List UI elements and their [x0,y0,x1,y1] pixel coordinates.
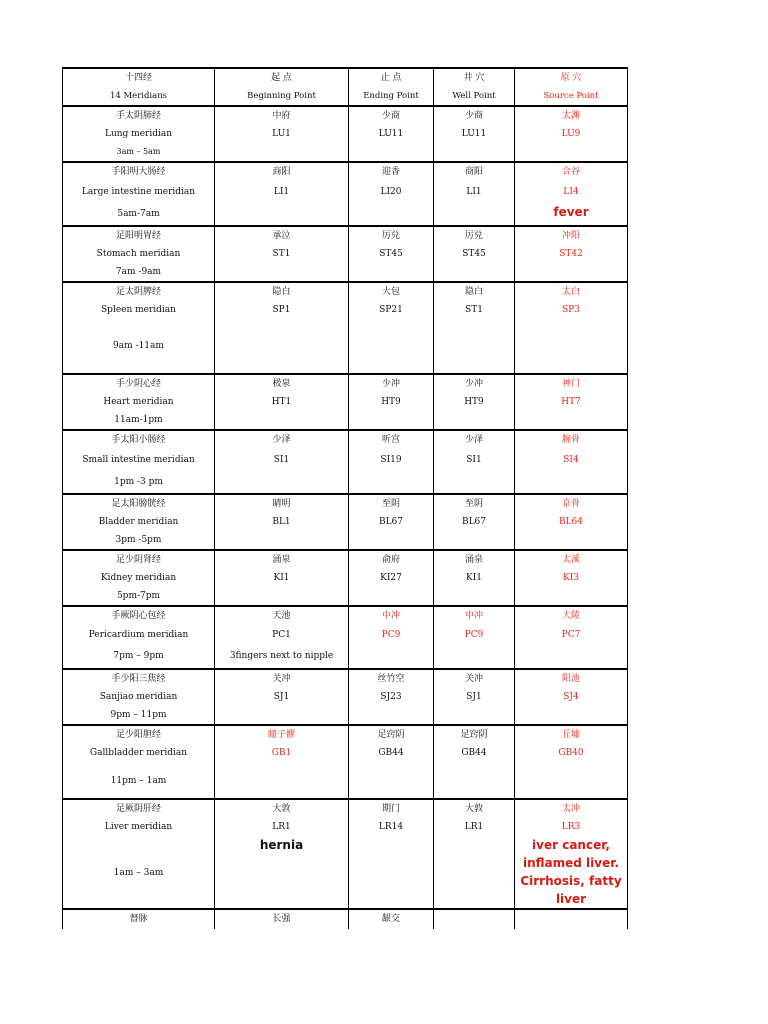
ending-point-cell [349,162,434,226]
cell-text: 手少阳三焦经 [111,674,166,684]
cell-text: 京骨 [561,499,580,509]
cell-text: 十四经 [124,73,152,83]
cell-text: 关冲 [272,674,291,684]
cell-text: LI1 [466,187,482,197]
beginning-point-cell [215,282,349,374]
cell-text: 手太阴肺经 [115,111,161,121]
cell-text: 7am -9am [115,267,162,277]
cell-text: 7pm – 9pm [113,651,164,661]
cell-text: Lung meridian [104,129,173,139]
cell-text: 11am-1pm [114,415,163,425]
cell-text: HT9 [464,397,484,407]
meridian-cell [63,374,215,430]
beginning-point-cell [215,669,349,725]
cell-text: SI1 [466,455,482,465]
cell-text: Stomach meridian [96,249,181,259]
cell-text: 天池 [272,611,291,621]
cell-text: 足厥阴肝经 [115,804,161,814]
cell-text: 1pm -3 pm [114,477,163,487]
cell-text: BL67 [378,517,404,527]
table-row [63,669,628,725]
source-point-cell [515,374,628,430]
cell-text: Spleen meridian [101,305,176,315]
well-point-cell [434,106,515,162]
cell-text: GB44 [378,748,404,758]
source-note: iver cancer, inflamed liver. Cirrhosis, fatty liver [520,838,622,906]
meridian-cell [63,494,215,550]
cell-text: Heart meridian [103,397,174,407]
source-point-cell [515,606,628,669]
beginning-point-cell [215,374,349,430]
meridian-cell [63,430,215,494]
table-row [63,162,628,226]
meridian-cell [63,226,215,282]
cell-text: LU1 [272,129,291,139]
source-point-cell [515,226,628,282]
cell-text: 厉兑 [381,231,400,241]
ending-point-cell [349,550,434,606]
ending-point-cell [349,799,434,909]
cell-text: 足少阳胆经 [115,730,161,740]
cell-text: Pericardium meridian [88,630,189,640]
cell-text: 龈交 [381,914,400,924]
cell-text: 少商 [464,111,483,121]
cell-text: ST1 [465,305,483,315]
cell-text: LR1 [272,822,291,832]
cell-text: 5am-7am [117,209,160,219]
beginning-point-note: 3fingers next to nipple [229,651,334,661]
cell-text: 3pm -5pm [115,535,162,545]
cell-text: 足阳明胃经 [115,231,161,241]
beginning-point-cell [215,162,349,226]
source-point-cell [515,430,628,494]
ending-point-cell [349,226,434,282]
source-point-cell [515,106,628,162]
cell-text: PC1 [272,630,291,640]
cell-text: PC7 [561,630,581,640]
cell-text: 14 Meridians [109,91,168,101]
header-source-point [515,68,628,106]
meridian-cell [63,799,215,909]
cell-text: 丝竹空 [377,674,405,684]
cell-text: 太溪 [561,555,580,565]
well-point-cell [434,430,515,494]
cell-text: 太白 [561,287,580,297]
cell-text: 足少阴肾经 [115,555,161,565]
beginning-point-cell [215,430,349,494]
well-point-cell [434,799,515,909]
meridian-cell [63,282,215,374]
cell-text: 足太阴脾经 [115,287,161,297]
table-row [63,606,628,669]
cell-text: SJ1 [273,692,290,702]
cell-text: Bladder meridian [98,517,179,527]
cell-text: LR3 [561,822,581,832]
cell-text: GB44 [461,748,487,758]
cell-text: 阳池 [561,674,580,684]
cell-text: HT9 [381,397,401,407]
meridian-cell [63,106,215,162]
source-point-cell [515,494,628,550]
cell-text: Large intestine meridian [81,187,196,197]
cell-text: ST45 [462,249,486,259]
ending-point-cell [349,430,434,494]
meridian-cell [63,909,215,929]
beginning-point-cell [215,799,349,909]
header-beginning-point [215,68,349,106]
cell-text: Ending Point [363,91,419,101]
table-row [63,282,628,374]
cell-text: SI19 [380,455,402,465]
well-point-cell [434,725,515,799]
cell-text: ST42 [559,249,583,259]
meridian-table [62,67,628,929]
cell-text: SP21 [379,305,403,315]
cell-text: 手厥阴心包经 [111,611,166,621]
cell-text: 大敦 [272,804,291,814]
cell-text: 3am – 5am [116,147,161,156]
cell-text: Well Point [452,91,496,101]
cell-text: 关冲 [464,674,483,684]
cell-text: 至阴 [381,499,400,509]
cell-text: SJ4 [563,692,579,702]
table-row [63,106,628,162]
source-point-cell [515,162,628,226]
cell-text: GB40 [558,748,584,758]
cell-text: 井 穴 [463,73,485,83]
cell-text: 商阳 [464,167,483,177]
cell-text: 神门 [561,379,580,389]
cell-text: 大敦 [464,804,483,814]
cell-text: 极泉 [272,379,291,389]
meridian-cell [63,162,215,226]
source-point-cell [515,909,628,929]
cell-text: BL1 [272,517,291,527]
cell-text: SP3 [562,305,580,315]
cell-text: 大包 [381,287,400,297]
cell-text: KI1 [465,573,482,583]
table-row [63,725,628,799]
cell-text: 长强 [272,914,291,924]
cell-text: BL67 [461,517,487,527]
well-point-cell [434,162,515,226]
cell-text: 少商 [381,111,400,121]
cell-text: 5pm-7pm [116,591,161,601]
cell-text: LI20 [380,187,402,197]
cell-text: 冲阳 [561,231,580,241]
cell-text: 少冲 [464,379,483,389]
cell-text: 隐白 [272,287,291,297]
beginning-point-cell [215,725,349,799]
cell-text: LI1 [273,187,290,197]
cell-text: 少泽 [464,435,483,445]
beginning-point-cell [215,550,349,606]
meridian-cell [63,606,215,669]
well-point-cell [434,494,515,550]
cell-text: 原 穴 [560,73,582,83]
well-point-cell [434,909,515,929]
cell-text: GB1 [271,748,292,758]
source-note: fever [553,205,589,219]
cell-text: 足太阳膀胱经 [111,499,166,509]
cell-text: 手太阳小肠经 [111,435,166,445]
source-point-cell [515,669,628,725]
cell-text: SJ1 [466,692,482,702]
cell-text: 隐白 [464,287,483,297]
cell-text: 睛明 [272,499,291,509]
cell-text: 涌泉 [272,555,291,565]
cell-text: SI4 [563,455,579,465]
cell-text: Sanjiao meridian [99,692,178,702]
beginning-point-cell [215,909,349,929]
table-row [63,494,628,550]
cell-text: 迎香 [381,167,400,177]
cell-text: 9am -11am [113,341,164,351]
header-meridians [63,68,215,106]
cell-text: 俞府 [381,555,400,565]
cell-text: 少泽 [272,435,291,445]
source-point-cell [515,799,628,909]
cell-text: 9pm – 11pm [110,710,167,720]
cell-text: 合谷 [561,167,580,177]
cell-text: KI3 [562,573,579,583]
meridian-cell [63,725,215,799]
cell-text: 大陵 [561,611,580,621]
ending-point-cell [349,374,434,430]
beginning-point-cell [215,226,349,282]
cell-text: SP1 [272,305,291,315]
ending-point-cell [349,669,434,725]
cell-text: KI1 [273,573,290,583]
ending-point-cell [349,494,434,550]
cell-text: KI27 [380,573,402,583]
table-row [63,799,628,909]
cell-text: 足窍阴 [377,730,405,740]
cell-text: HT7 [561,397,581,407]
table-row [63,909,628,929]
cell-text: 足窍阴 [460,730,488,740]
cell-text: Source Point [543,91,599,101]
ending-point-cell [349,606,434,669]
cell-text: 起 点 [271,73,292,83]
cell-text: 厉兑 [464,231,483,241]
well-point-cell [434,606,515,669]
ending-point-cell [349,282,434,374]
beginning-point-cell [215,106,349,162]
cell-text: 太冲 [561,804,580,814]
cell-text: ST1 [272,249,291,259]
cell-text: 中冲 [381,611,400,621]
cell-text: HT1 [271,397,292,407]
header-well-point [434,68,515,106]
cell-text: 手阳明大肠经 [111,167,166,177]
cell-text: 手少阴心经 [115,379,161,389]
cell-text: BL64 [558,517,584,527]
cell-text: 太渊 [561,111,580,121]
beginning-point-cell [215,606,349,669]
cell-text: Liver meridian [104,822,173,832]
well-point-cell [434,282,515,374]
cell-text: LR14 [378,822,404,832]
ending-point-cell [349,909,434,929]
meridian-cell [63,669,215,725]
cell-text: 止 点 [380,73,402,83]
cell-text: 至阴 [464,499,483,509]
cell-text: LU9 [561,129,581,139]
cell-text: LU11 [461,129,487,139]
well-point-cell [434,226,515,282]
cell-text: Kidney meridian [100,573,177,583]
cell-text: 少冲 [381,379,400,389]
ending-point-cell [349,725,434,799]
cell-text: LI4 [563,187,579,197]
cell-text: SI1 [273,455,290,465]
cell-text: 督脉 [129,914,148,924]
well-point-cell [434,374,515,430]
cell-text: 中冲 [464,611,483,621]
cell-text: LU11 [378,129,404,139]
table-row [63,550,628,606]
beginning-point-note: hernia [259,838,304,852]
cell-text: 1am – 3am [113,868,164,878]
cell-text: PC9 [381,630,401,640]
source-point-cell [515,550,628,606]
cell-text: 中府 [272,111,291,121]
source-point-cell [515,725,628,799]
cell-text: 听宫 [381,435,400,445]
cell-text: 丘墟 [561,730,580,740]
cell-text: 腕骨 [561,435,580,445]
cell-text: 11pm – 1am [110,776,167,786]
table-row [63,226,628,282]
cell-text: SJ23 [380,692,402,702]
source-point-cell [515,282,628,374]
beginning-point-cell [215,494,349,550]
table-row [63,374,628,430]
well-point-cell [434,669,515,725]
header-row [63,68,628,106]
cell-text: Beginning Point [247,91,316,101]
cell-text: 承泣 [272,231,291,241]
cell-text: PC9 [464,630,484,640]
table-row [63,430,628,494]
well-point-cell [434,550,515,606]
cell-text: ST45 [379,249,403,259]
cell-text: 商阳 [272,167,291,177]
cell-text: LR1 [464,822,484,832]
cell-text: Gallbladder meridian [89,748,188,758]
header-ending-point [349,68,434,106]
cell-text: 瞳子髎 [267,730,295,740]
cell-text: 期门 [381,804,400,814]
cell-text: Small intestine meridian [82,455,195,465]
meridian-cell [63,550,215,606]
cell-text: 涌泉 [464,555,483,565]
ending-point-cell [349,106,434,162]
